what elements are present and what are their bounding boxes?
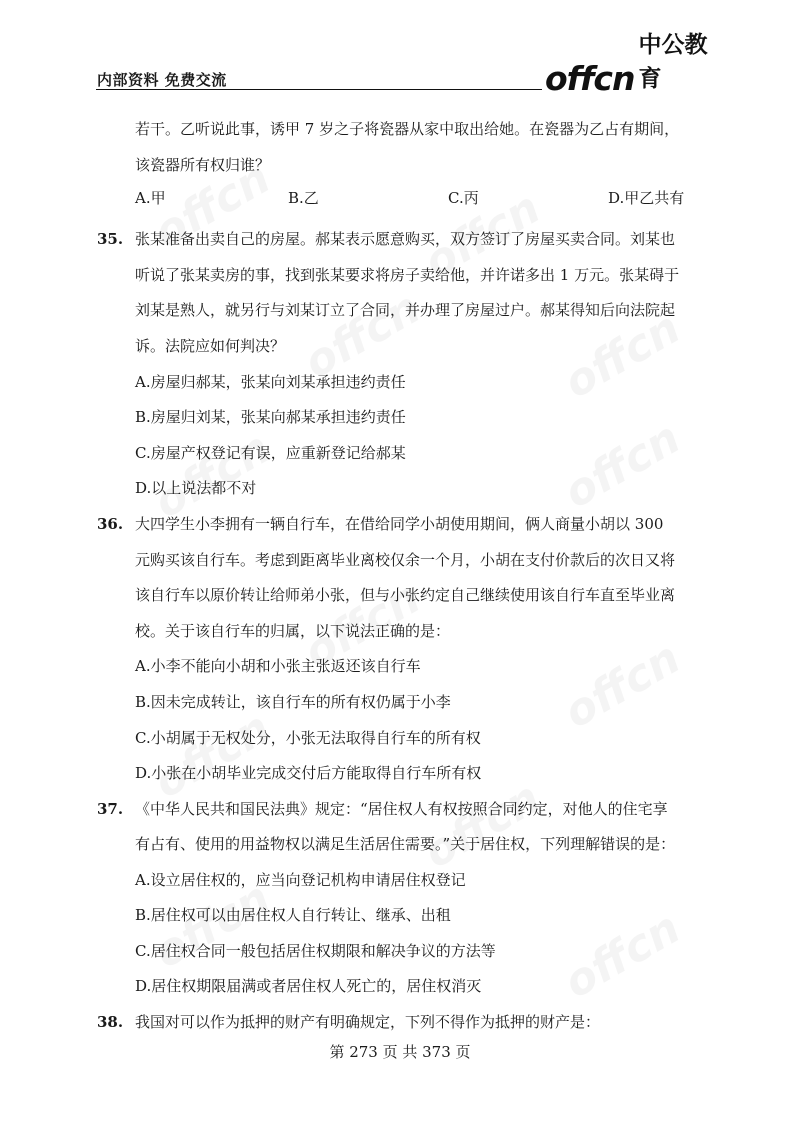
q34-text-line: 若干。乙听说此事，诱甲 7 岁之子将瓷器从家中取出给她。在瓷器为乙占有期间， [135,120,680,138]
watermark [146,702,279,808]
offcn-logo [545,32,715,98]
q36-text-line: 校。关于该自行车的归属，以下说法正确的是： [135,622,451,640]
watermark [556,412,689,518]
q37-option-b: B.居住权可以由居住权人自行转让、继承、出租 [135,906,451,924]
q36-option-c: C.小胡属于无权处分，小张无法取得自行车的所有权 [135,729,481,747]
q38-number: 38. [97,1013,124,1031]
q38-text-line: 我国对可以作为抵押的财产有明确规定，下列不得作为抵押的财产是： [135,1013,601,1031]
q34-option-c: C.丙 [448,189,479,207]
q34-option-b: B.乙 [288,189,319,207]
q37-number: 37. [97,800,124,818]
q36-text-line: 该自行车以原价转让给师弟小张，但与小张约定自己继续使用该自行车直至毕业离 [135,586,676,604]
q35-text-line: 诉。法院应如何判决？ [135,337,286,355]
q36-option-a: A.小李不能向小胡和小张主张返还该自行车 [135,657,421,675]
q34-option-d: D.甲乙共有 [608,189,685,207]
page-number: 第 273 页 共 373 页 [329,1043,471,1061]
q35-text-line: 刘某是熟人，就另行与刘某订立了合同，并办理了房屋过户。郝某得知后向法院起 [135,301,676,319]
header-rule [96,89,542,90]
watermark [416,772,549,878]
q35-option-a: A.房屋归郝某，张某向刘某承担违约责任 [135,373,406,391]
q36-option-b: B.因未完成转让，该自行车的所有权仍属于小李 [135,693,451,711]
q37-option-a: A.设立居住权的，应当向登记机构申请居住权登记 [135,871,466,889]
q35-option-d: D.以上说法都不对 [135,479,257,497]
q37-option-d: D.居住权期限届满或者居住权人死亡的，居住权消灭 [135,977,482,995]
q34-option-a: A.甲 [135,189,166,207]
header-label: 内部资料 免费交流 [97,71,227,89]
q35-text-line: 听说了张某卖房的事，找到张某要求将房子卖给他，并许诺多出 1 万元。张某碍于 [135,266,680,284]
q35-text-line: 张某准备出卖自己的房屋。郝某表示愿意购买，双方签订了房屋买卖合同。刘某也 [135,230,676,248]
q35-number: 35. [97,230,124,248]
q36-number: 36. [97,515,124,533]
q37-text-line: 有占有、使用的用益物权以满足生活居住需要。”关于居住权，下列理解错误的是： [135,835,676,853]
logo-latin: offcn [545,59,635,98]
watermark [556,902,689,1008]
q37-option-c: C.居住权合同一般包括居住权期限和解决争议的方法等 [135,942,496,960]
watermark [556,632,689,738]
q34-text-line: 该瓷器所有权归谁？ [135,156,271,174]
q35-option-c: C.房屋产权登记有误，应重新登记给郝某 [135,444,406,462]
q36-text-line: 元购买该自行车。考虑到距离毕业离校仅余一个月，小胡在支付价款后的次日又将 [135,551,676,569]
q36-option-d: D.小张在小胡毕业完成交付后方能取得自行车所有权 [135,764,482,782]
q37-text-line: 《中华人民共和国民法典》规定：“居住权人有权按照合同约定，对他人的住宅享 [135,800,668,818]
logo-chinese: 中公教育 [638,32,708,92]
q36-text-line: 大四学生小李拥有一辆自行车，在借给同学小胡使用期间，俩人商量小胡以 300 [135,515,664,533]
q35-option-b: B.房屋归刘某，张某向郝某承担违约责任 [135,408,406,426]
